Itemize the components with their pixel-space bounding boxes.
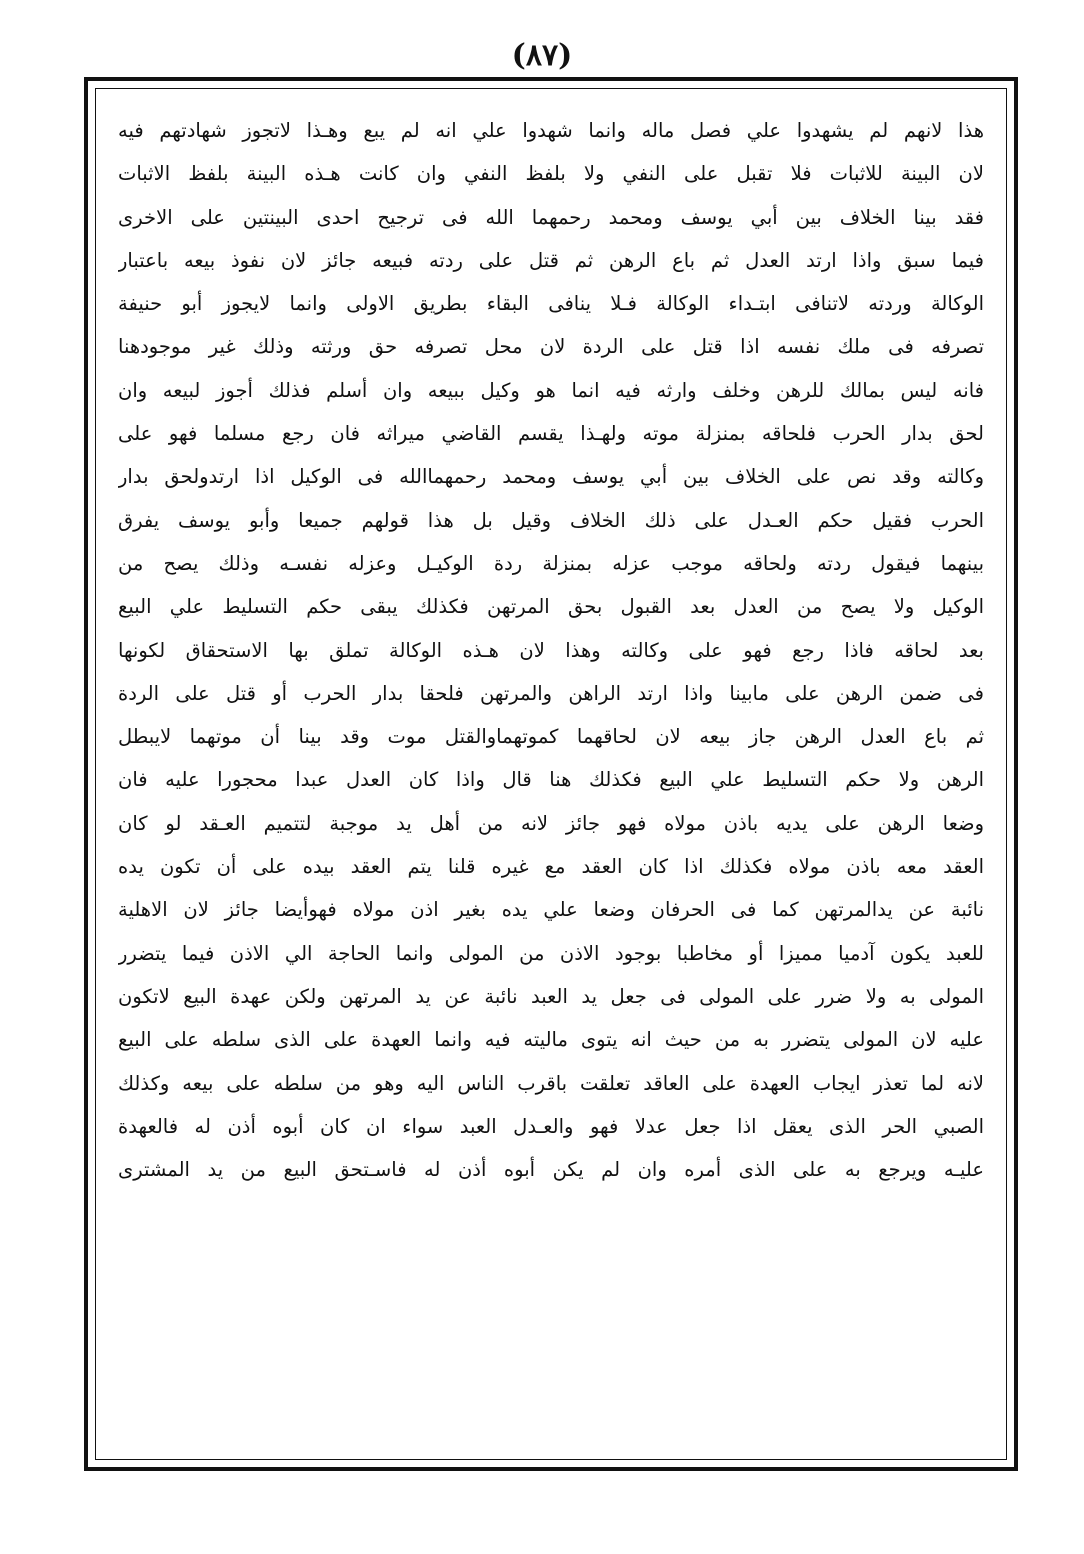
text-line: وكالته وقد نص على الخلاف بين أبي يوسف ومحمد رحمهماالله فى الوكيل اذا ارتدولحق بدار <box>118 465 984 489</box>
text-line: الرهن ولا حكم التسليط علي البيع فكذلك هنا قال واذا كان العدل عبدا محجورا عليه فان <box>118 768 984 792</box>
text-line: لان البينة للاثبات فلا تقبل على النفي ولا بلفظ النفي وان كانت هـذه البينة بلفظ الاثبات <box>118 162 984 186</box>
text-line: فقد بينا الخلاف بين أبي يوسف ومحمد رحمهما الله فى ترجيح احدى البينتين على الاخرى <box>118 205 984 229</box>
text-line: وضعا الرهن على يديه باذن مولاه فهو جائز لانه من أهل يد موجبة لتتميم العـقد لو كان <box>118 811 984 835</box>
inner-frame-border <box>95 88 1007 1460</box>
text-line: عليه لان المولى يتضرر به من حيث انه يتوى ماليته فيه وانما العهدة على الذى سلطه على البيع <box>118 1028 984 1052</box>
text-line: الوكالة وردته لاتنافى ابتـداء الوكالة فـلا ينافى البقاء بطريق الاولى وانما لايجوز أبو حنيفة <box>118 292 984 316</box>
text-line: بعد لحاقه فاذا رجع فهو على وكالته وهذا لان هـذه الوكالة تملق بها الاستحقاق لكونها <box>118 638 984 662</box>
text-line: ثم باع العدل الرهن جاز بيعه لان لحاقهما كموتهماوالقتل موت وقد بينا أن موتهما لايبطل <box>118 725 984 749</box>
text-line: للعبد يكون آدميا مميزا أو مخاطبا بوجود الاذن من المولى وانما الحاجة الي الاذن فيما يتضرر <box>118 941 984 965</box>
text-line: الصبي الحر الذى يعقل اذا جعل عدلا فهو والعـدل العبد سواء ان كان أبوه أذن له فالعهدة <box>118 1114 984 1138</box>
text-line: الوكيل ولا يصح من العدل بعد القبول بحق المرتهن فكذلك يبقى حكم التسليط علي البيع <box>118 595 984 619</box>
text-line: تصرفه فى ملك نفسه اذا قتل على الردة لان محل تصرفه حق ورثته وذلك غير موجودهنا <box>118 335 984 359</box>
text-line: فانه ليس بمالك للرهن وخلف وارثه فيه انما هو وكيل ببيعه وان أسلم فذلك أجوز لبيعه وان <box>118 378 984 402</box>
page-number: (٨٧) <box>511 38 573 73</box>
text-line: هذا لانهم لم يشهدوا علي فصل ماله وانما شهدوا علي انه لم يبع وهـذا لاتجوز شهادتهم فيه <box>118 119 984 142</box>
text-line: فيما سبق واذا ارتد العدل ثم باع الرهن ثم قتل على ردته فبيعه جائز لان نفوذ بيعه باعتبار <box>118 248 984 272</box>
main-text-body <box>118 109 984 1191</box>
text-line: الحرب فقيل حكم العـدل على ذلك الخلاف وقيل بل هذا قولهم جميعا وأبو يوسف يفرق <box>118 508 984 532</box>
page-frame <box>84 77 1018 1471</box>
text-line: لانه لما تعذر ايجاب العهدة على العاقد تعلقت باقرب الناس اليه وهو من سلطه على بيعه وكذلك <box>118 1071 984 1095</box>
text-line: لحق بدار الحرب فلحاقه بمنزلة موته ولهـذا يقسم القاضي ميراثه فان رجع مسلما فهو على <box>118 422 984 446</box>
text-line: نائبة عن يدالمرتهن كما فى الحرفان وضعا علي يده بغير اذن مولاه فهوأيضا جائز لان الاهلية <box>118 898 984 922</box>
text-line: بينهما فيقول ردته ولحاقه موجب عزله بمنزلة ردة الوكيـل وعزله نفسـه وذلك يصح من <box>118 551 984 575</box>
text-line: فى ضمن الرهن على مابينا واذا ارتد الراهن والمرتهن فلحقا بدار الحرب أو قتل على الردة <box>118 681 984 705</box>
text-line: العقد معه باذن مولاه فكذلك اذا كان العقد مع غيره قلنا يتم العقد بيده على أن تكون يده <box>118 855 984 879</box>
text-line: عليـه ويرجع به على الذى أمره وان لم يكن أبوه أذن له فاسـتحق البيع من يد المشترى <box>118 1158 984 1182</box>
text-line: المولى به ولا ضرر على المولى فى جعل يد العبد نائبة عن يد المرتهن ولكن عهدة البيع لاتكون <box>118 984 984 1008</box>
